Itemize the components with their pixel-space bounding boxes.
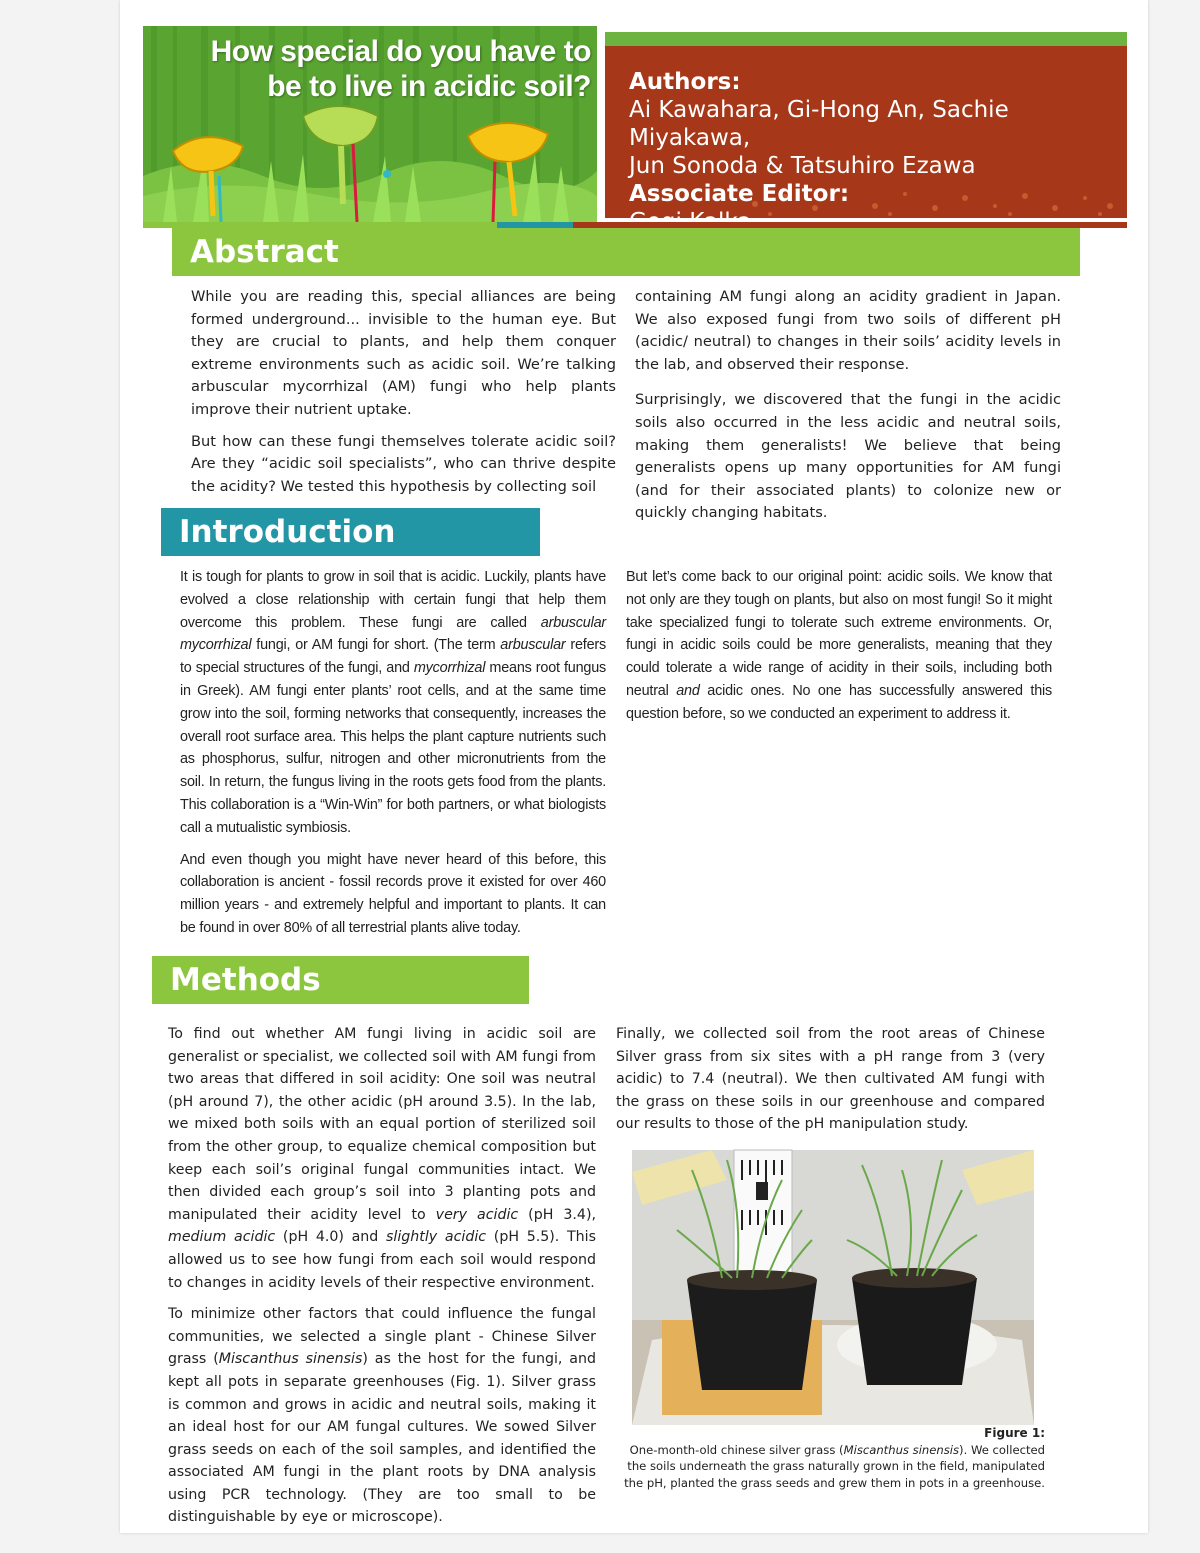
introduction-paragraph-1 (180, 566, 606, 840)
intro-p1-text-b: fungi, or AM fungi for short. (The term (251, 637, 501, 654)
methods-p1-text-a: To find out whether AM fungi living in acidic soil are generalist or specialist, we collected soil with AM fungi from two areas that differed in soil acidity: One soil was neutral (pH around 7), the other acidic (pH around 3.5). In the lab, we mixed both soils with an equal portion of sterilized soil from the other group, to equalize chemical composition but keep each soil’s original fungal communities intact. We then divided each group’s soil into 3 planting pots and manipulated their acidity level to (168, 1026, 596, 1223)
caption-species: Miscanthus sinensis (843, 1442, 960, 1457)
methods-paragraph-3: Finally, we collected soil from the root areas of Chinese Silver grass from six sites with a pH range from 3 (very acidic) to 7.4 (neutral). We then cultivated AM fungi with the grass on these soils in our greenhouse and compared our results to those of the pH manipulation study. (616, 1026, 1045, 1133)
methods-p1-slightly-acidic: slightly acidic (386, 1229, 487, 1246)
abstract-heading: Abstract (172, 228, 1080, 276)
methods-p1-text-c: (pH 4.0) and (275, 1229, 387, 1246)
authors-line-2: Jun Sonoda & Tatsuhiro Ezawa (629, 153, 976, 179)
figure-1-title: Figure 1: (984, 1426, 1045, 1440)
authors-label: Authors: (629, 69, 741, 95)
article-title: How special do you have to be to live in acidic soil? (210, 35, 591, 103)
methods-p2-text-b: ) as the host for the fungi, and kept all pots in separate greenhouses (Fig. 1). Silver grass is common and grows in acidic and neutral soils, making it an ideal host for our AM fungal cultures. We sowed Silver grass seeds on each of the soil samples, and identified the associated AM fungi in the plant roots by DNA analysis using PCR technology. (They are too small to be distinguishable by eye or microscope). (168, 1351, 596, 1526)
figure-1-caption-text (620, 1442, 1045, 1492)
grass-pots-photo (632, 1150, 1034, 1425)
intro-p3-text-a: But let’s come back to our original point: acidic soils. We know that not only are they tough on plants, but also on most fungi! So it might take specialized fungi to tolerate such extreme environments. Or, fungi in acidic soils could be more generalists, meaning that they could tolerate a wide range of acidity in their soils, including both neutral (626, 569, 1052, 699)
editor-label: Associate Editor: (629, 181, 850, 207)
methods-paragraph-2 (168, 1303, 596, 1529)
figure-1-photo (632, 1150, 1034, 1425)
authors-box (605, 46, 1127, 218)
methods-p2-text-a: To minimize other factors that could influence the fungal communities, we selected a single plant - Chinese Silver grass ( (168, 1306, 596, 1368)
introduction-paragraph-3 (626, 566, 1052, 726)
abstract-paragraph-2-tail: containing AM fungi along an acidity gradient in Japan. We also exposed fungi from two soils of different pH (acidic/ neutral) to changes in their soils’ acidity levels in the lab, and observed their response. (635, 288, 1061, 373)
authors-line-1: Ai Kawahara, Gi-Hong An, Sachie Miyakawa, (629, 97, 1009, 151)
intro-p1-term-1: arbuscular mycorrhizal (180, 614, 606, 654)
authors-top-bar (605, 32, 1127, 46)
header-illustration (143, 26, 597, 222)
methods-col-2 (616, 1023, 1045, 1145)
methods-paragraph-1 (168, 1023, 596, 1294)
abstract-paragraph-2: But how can these fungi themselves tolerate acidic soil? Are they “acidic soil specialists”, who can thrive despite the acidity? We tested this hypothesis by collecting soil (191, 432, 616, 495)
intro-p1-term-3: mycorrhizal (413, 660, 486, 677)
caption-text-b: ). We collected the soils underneath the grass naturally grown in the field, manipulated the pH, planted the grass seeds and grew them in pots in a greenhouse. (624, 1442, 1045, 1490)
abstract-paragraph-2-cont (635, 286, 1061, 376)
figure-1-caption (620, 1425, 1045, 1491)
intro-p1-term-2: arbuscular (500, 637, 566, 654)
methods-p1-text-b: (pH 3.4), (518, 1206, 596, 1223)
methods-heading: Methods (152, 956, 529, 1004)
methods-p2-species: Miscanthus sinensis (218, 1351, 363, 1368)
abstract-col-1 (191, 286, 616, 507)
methods-p1-text-d: (pH 5.5). This allowed us to see how fungi from each soil would respond to changes in acidity levels of their respective environment. (168, 1229, 596, 1291)
methods-p1-medium-acidic: medium acidic (168, 1229, 276, 1246)
methods-col-1 (168, 1023, 596, 1538)
intro-p3-text-b: acidic ones. No one has successfully answered this question before, so we conducted an experiment to address it. (626, 682, 1052, 722)
intro-p1-text-c: refers to special structures of the fungi, and (180, 637, 606, 677)
abstract-paragraph-3: Surprisingly, we discovered that the fungi in the acidic soils also occurred in the less acidic and neutral soils, making them generalists! We believe that being generalists opens up many opportunities for AM fungi (and for their associated plants) to colonize new or quickly changing habitats. (635, 391, 1061, 522)
methods-p1-very-acidic: very acidic (435, 1206, 519, 1223)
introduction-col-2 (626, 566, 1052, 735)
introduction-heading: Introduction (161, 508, 540, 556)
intro-p1-text-d: means root fungus in Greek). AM fungi enter plants’ root cells, and at the same time grow into the soil, forming networks that consequently, increases the overall root surface area. This helps the plant capture nutrients such as phosphorus, sulfur, nitrogen and other micronutrients from the soil. In return, the fungus living in the roots gets food from the plants. This collaboration is a “Win-Win” for both partners, or what biologists call a mutualistic symbiosis. (180, 660, 606, 836)
introduction-col-1 (180, 566, 606, 949)
abstract-col-2 (635, 286, 1061, 534)
introduction-paragraph-2: And even though you might have never heard of this before, this collaboration is ancient - fossil records prove it existed for over 460 million years - and extremely helpful and important to plants. It can be found in over 80% of all terrestrial plants alive today. (180, 851, 606, 936)
abstract-paragraph-1: While you are reading this, special alliances are being formed underground... invisible to the human eye. But they are crucial to plants, and help them conquer extreme environments such as acidic soil. We’re talking arbuscular mycorrhizal (AM) fungi who help plants improve their nutrient uptake. (191, 288, 616, 418)
intro-p3-emphasis: and (676, 682, 700, 699)
caption-text-a: One-month-old chinese silver grass ( (629, 1442, 844, 1457)
intro-p1-text-a: It is tough for plants to grow in soil that is acidic. Luckily, plants have evolved a close relationship with certain fungi that help them overcome this problem. These fungi are called (180, 569, 606, 631)
